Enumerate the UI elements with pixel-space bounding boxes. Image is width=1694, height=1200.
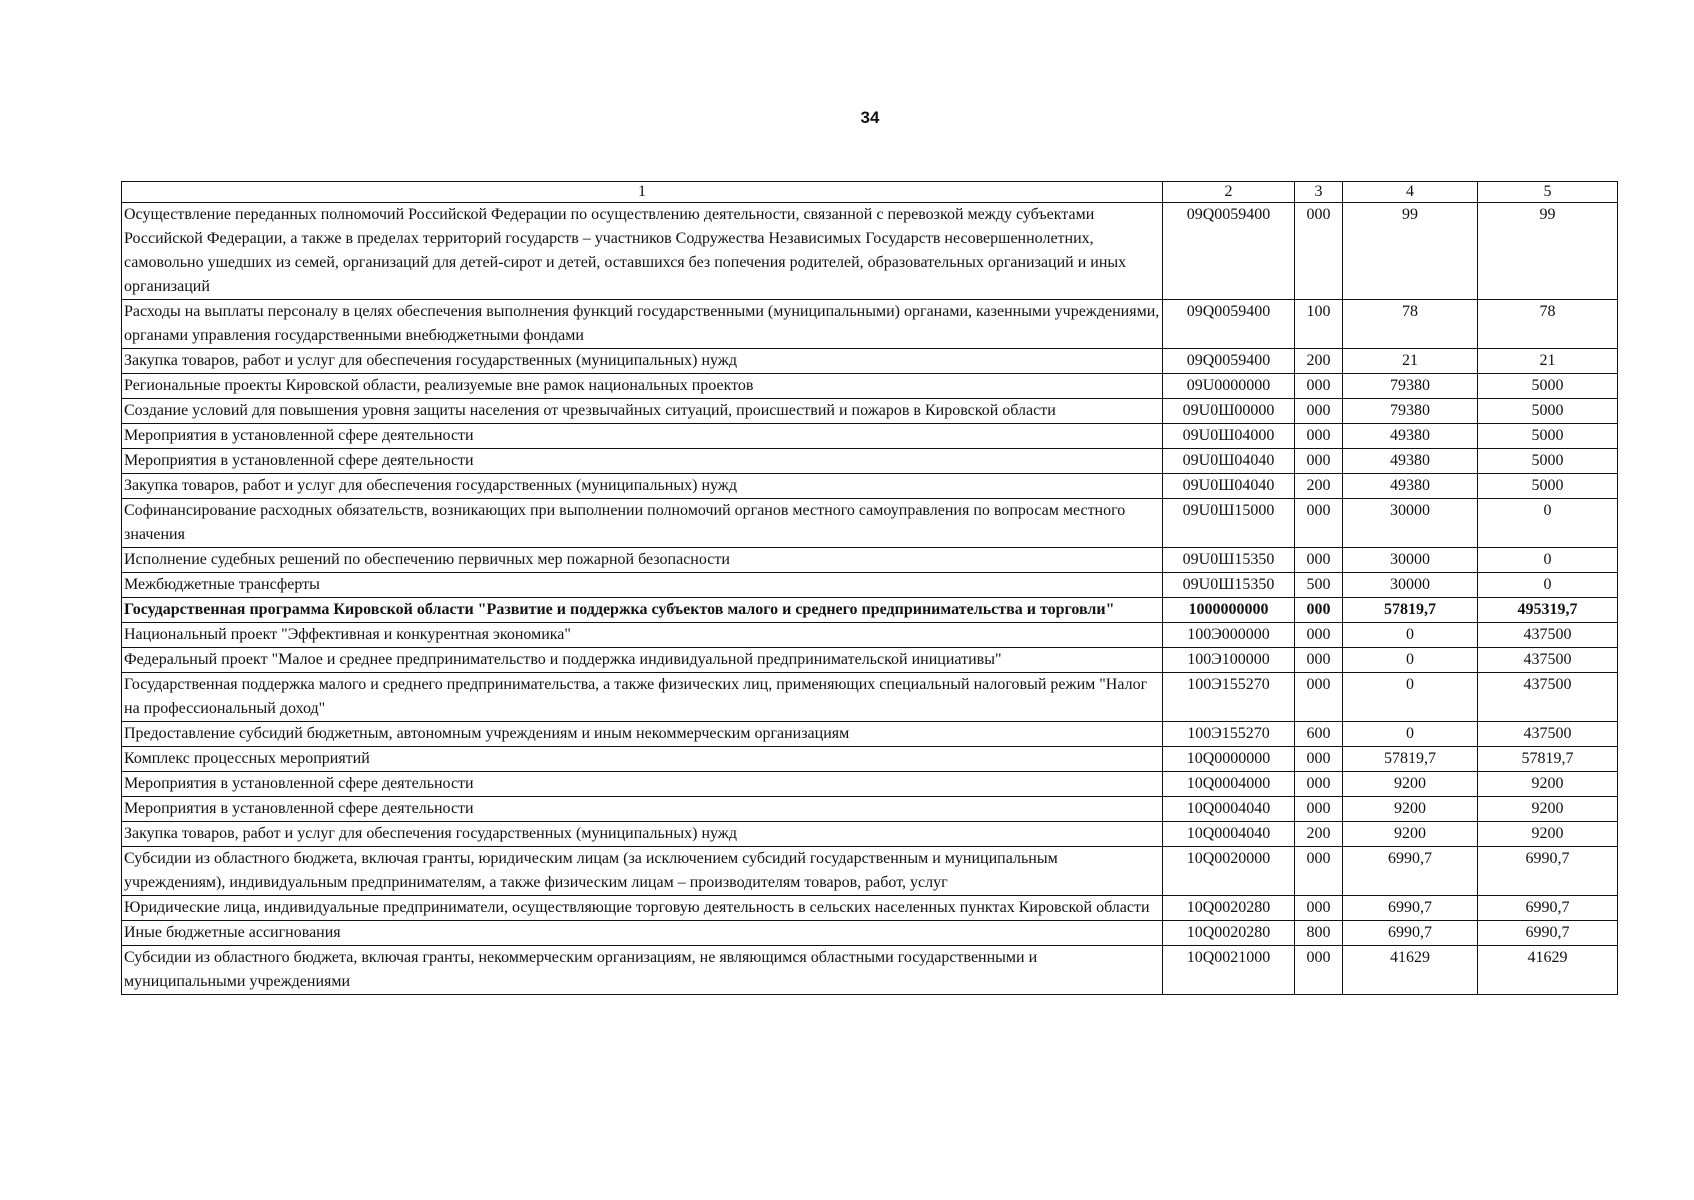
cell-sum2: 5000	[1478, 374, 1618, 399]
cell-sum1: 57819,7	[1343, 747, 1478, 772]
cell-name: Предоставление субсидий бюджетным, автономным учреждениям и иным некоммерческим организациям	[122, 722, 1163, 747]
cell-kind: 000	[1295, 648, 1343, 673]
table-row	[122, 300, 1618, 349]
cell-sum1: 49380	[1343, 474, 1478, 499]
table-header	[122, 182, 1618, 203]
cell-kind: 800	[1295, 921, 1343, 946]
cell-kind: 000	[1295, 797, 1343, 822]
cell-code: 09U0Ш04040	[1163, 474, 1295, 499]
cell-code: 100Э100000	[1163, 648, 1295, 673]
cell-sum1: 6990,7	[1343, 921, 1478, 946]
cell-code: 10Q0020000	[1163, 847, 1295, 896]
cell-sum1: 0	[1343, 673, 1478, 722]
cell-sum1: 99	[1343, 203, 1478, 300]
table-row	[122, 921, 1618, 946]
table-row	[122, 772, 1618, 797]
table-row	[122, 449, 1618, 474]
cell-kind: 000	[1295, 424, 1343, 449]
cell-sum2: 437500	[1478, 673, 1618, 722]
cell-sum1: 30000	[1343, 548, 1478, 573]
table-row	[122, 349, 1618, 374]
cell-sum2: 0	[1478, 548, 1618, 573]
cell-code: 10Q0020280	[1163, 921, 1295, 946]
cell-code: 09U0Ш04000	[1163, 424, 1295, 449]
cell-sum2: 6990,7	[1478, 847, 1618, 896]
table-row	[122, 822, 1618, 847]
cell-sum2: 437500	[1478, 623, 1618, 648]
cell-sum1: 9200	[1343, 797, 1478, 822]
page-number: 34	[860, 108, 880, 127]
cell-kind: 000	[1295, 203, 1343, 300]
cell-sum1: 21	[1343, 349, 1478, 374]
cell-sum2: 5000	[1478, 474, 1618, 499]
table-row	[122, 573, 1618, 598]
cell-sum1: 79380	[1343, 399, 1478, 424]
cell-name: Расходы на выплаты персоналу в целях обеспечения выполнения функций государственными (муниципальными) органами, казенными учреждениями, органами управления государственными внебюджетными фондами	[122, 300, 1163, 349]
cell-name: Осуществление переданных полномочий Российской Федерации по осуществлению деятельности, связанной с перевозкой между субъектами Российской Федерации, а также в пределах территорий государств – участников Содружества Независимых Государств несовершеннолетних, самовольно ушедших из семей, организаций для детей-сирот и детей, оставшихся без попечения родителей, образовательных организаций и иных организаций	[122, 203, 1163, 300]
cell-name: Создание условий для повышения уровня защиты населения от чрезвычайных ситуаций, происшествий и пожаров в Кировской области	[122, 399, 1163, 424]
cell-code: 09Q0059400	[1163, 349, 1295, 374]
cell-sum1: 0	[1343, 648, 1478, 673]
cell-name: Иные бюджетные ассигнования	[122, 921, 1163, 946]
cell-kind: 000	[1295, 747, 1343, 772]
cell-code: 10Q0021000	[1163, 946, 1295, 995]
cell-kind: 000	[1295, 598, 1343, 623]
cell-name: Региональные проекты Кировской области, реализуемые вне рамок национальных проектов	[122, 374, 1163, 399]
cell-name: Закупка товаров, работ и услуг для обеспечения государственных (муниципальных) нужд	[122, 349, 1163, 374]
cell-sum2: 41629	[1478, 946, 1618, 995]
cell-sum2: 78	[1478, 300, 1618, 349]
cell-kind: 000	[1295, 548, 1343, 573]
table-row	[122, 648, 1618, 673]
table-row	[122, 598, 1618, 623]
cell-kind: 500	[1295, 573, 1343, 598]
cell-sum2: 9200	[1478, 797, 1618, 822]
table-row	[122, 474, 1618, 499]
cell-sum2: 5000	[1478, 424, 1618, 449]
cell-name: Закупка товаров, работ и услуг для обеспечения государственных (муниципальных) нужд	[122, 822, 1163, 847]
table-row	[122, 548, 1618, 573]
header-col-kind: 3	[1295, 182, 1343, 203]
cell-sum2: 0	[1478, 499, 1618, 548]
cell-sum1: 79380	[1343, 374, 1478, 399]
header-row	[122, 182, 1618, 203]
cell-name: Федеральный проект "Малое и среднее предпринимательство и поддержка индивидуальной предпринимательской инициативы"	[122, 648, 1163, 673]
cell-code: 100Э000000	[1163, 623, 1295, 648]
cell-name: Мероприятия в установленной сфере деятельности	[122, 449, 1163, 474]
cell-code: 09U0Ш15000	[1163, 499, 1295, 548]
cell-sum2: 9200	[1478, 822, 1618, 847]
cell-kind: 000	[1295, 499, 1343, 548]
cell-sum2: 9200	[1478, 772, 1618, 797]
cell-kind: 000	[1295, 847, 1343, 896]
table-row	[122, 673, 1618, 722]
cell-name: Юридические лица, индивидуальные предприниматели, осуществляющие торговую деятельность в сельских населенных пунктах Кировской области	[122, 896, 1163, 921]
cell-code: 10Q0004000	[1163, 772, 1295, 797]
cell-sum2: 21	[1478, 349, 1618, 374]
cell-kind: 000	[1295, 673, 1343, 722]
table-row	[122, 374, 1618, 399]
table-row	[122, 203, 1618, 300]
cell-kind: 000	[1295, 896, 1343, 921]
table-row	[122, 896, 1618, 921]
table-row	[122, 399, 1618, 424]
cell-code: 10Q0004040	[1163, 822, 1295, 847]
table-row	[122, 797, 1618, 822]
cell-sum1: 49380	[1343, 449, 1478, 474]
cell-code: 09Q0059400	[1163, 300, 1295, 349]
header-col-name: 1	[122, 182, 1163, 203]
cell-name: Закупка товаров, работ и услуг для обеспечения государственных (муниципальных) нужд	[122, 474, 1163, 499]
header-col-code: 2	[1163, 182, 1295, 203]
table-row	[122, 424, 1618, 449]
cell-code: 09U0Ш15350	[1163, 548, 1295, 573]
cell-name: Исполнение судебных решений по обеспечению первичных мер пожарной безопасности	[122, 548, 1163, 573]
cell-sum1: 30000	[1343, 573, 1478, 598]
cell-kind: 600	[1295, 722, 1343, 747]
table-row	[122, 847, 1618, 896]
cell-sum2: 57819,7	[1478, 747, 1618, 772]
cell-name: Мероприятия в установленной сфере деятельности	[122, 424, 1163, 449]
cell-sum1: 6990,7	[1343, 847, 1478, 896]
cell-code: 09Q0059400	[1163, 203, 1295, 300]
budget-table	[121, 181, 1618, 995]
cell-code: 10Q0000000	[1163, 747, 1295, 772]
cell-sum1: 0	[1343, 623, 1478, 648]
cell-sum2: 5000	[1478, 399, 1618, 424]
cell-sum2: 0	[1478, 573, 1618, 598]
cell-sum1: 49380	[1343, 424, 1478, 449]
cell-code: 1000000000	[1163, 598, 1295, 623]
cell-kind: 000	[1295, 946, 1343, 995]
cell-kind: 000	[1295, 449, 1343, 474]
cell-sum1: 9200	[1343, 822, 1478, 847]
cell-code: 10Q0020280	[1163, 896, 1295, 921]
cell-sum2: 6990,7	[1478, 921, 1618, 946]
cell-kind: 200	[1295, 822, 1343, 847]
cell-sum1: 30000	[1343, 499, 1478, 548]
cell-sum2: 99	[1478, 203, 1618, 300]
table-row	[122, 623, 1618, 648]
cell-sum2: 437500	[1478, 722, 1618, 747]
cell-name: Мероприятия в установленной сфере деятельности	[122, 772, 1163, 797]
cell-kind: 000	[1295, 399, 1343, 424]
cell-kind: 000	[1295, 772, 1343, 797]
cell-code: 09U0Ш00000	[1163, 399, 1295, 424]
cell-code: 09U0Ш15350	[1163, 573, 1295, 598]
cell-kind: 100	[1295, 300, 1343, 349]
cell-code: 100Э155270	[1163, 722, 1295, 747]
cell-name: Субсидии из областного бюджета, включая гранты, некоммерческим организациям, не являющимся областными государственными и муниципальными учреждениями	[122, 946, 1163, 995]
cell-sum1: 41629	[1343, 946, 1478, 995]
cell-sum2: 495319,7	[1478, 598, 1618, 623]
cell-sum2: 6990,7	[1478, 896, 1618, 921]
table-row	[122, 747, 1618, 772]
cell-name: Софинансирование расходных обязательств, возникающих при выполнении полномочий органов местного самоуправления по вопросам местного значения	[122, 499, 1163, 548]
cell-name: Государственная поддержка малого и среднего предпринимательства, а также физических лиц, применяющих специальный налоговый режим "Налог на профессиональный доход"	[122, 673, 1163, 722]
cell-kind: 000	[1295, 623, 1343, 648]
cell-kind: 200	[1295, 349, 1343, 374]
cell-name: Национальный проект "Эффективная и конкурентная экономика"	[122, 623, 1163, 648]
header-col-sum1: 4	[1343, 182, 1478, 203]
header-col-sum2: 5	[1478, 182, 1618, 203]
cell-code: 10Q0004040	[1163, 797, 1295, 822]
cell-name: Межбюджетные трансферты	[122, 573, 1163, 598]
cell-kind: 000	[1295, 374, 1343, 399]
cell-kind: 200	[1295, 474, 1343, 499]
cell-sum1: 0	[1343, 722, 1478, 747]
cell-sum2: 437500	[1478, 648, 1618, 673]
table-row	[122, 946, 1618, 995]
cell-code: 100Э155270	[1163, 673, 1295, 722]
table-body	[122, 203, 1618, 995]
cell-name: Мероприятия в установленной сфере деятельности	[122, 797, 1163, 822]
cell-name: Государственная программа Кировской области "Развитие и поддержка субъектов малого и среднего предпринимательства и торговли"	[122, 598, 1163, 623]
cell-code: 09U0000000	[1163, 374, 1295, 399]
table-row	[122, 722, 1618, 747]
cell-sum1: 9200	[1343, 772, 1478, 797]
cell-sum1: 78	[1343, 300, 1478, 349]
cell-code: 09U0Ш04040	[1163, 449, 1295, 474]
table-row	[122, 499, 1618, 548]
cell-sum1: 57819,7	[1343, 598, 1478, 623]
cell-sum1: 6990,7	[1343, 896, 1478, 921]
cell-name: Субсидии из областного бюджета, включая гранты, юридическим лицам (за исключением субсидий государственным и муниципальным учреждениям), индивидуальным предпринимателям, а также физическим лицам – производителям товаров, работ, услуг	[122, 847, 1163, 896]
cell-name: Комплекс процессных мероприятий	[122, 747, 1163, 772]
cell-sum2: 5000	[1478, 449, 1618, 474]
